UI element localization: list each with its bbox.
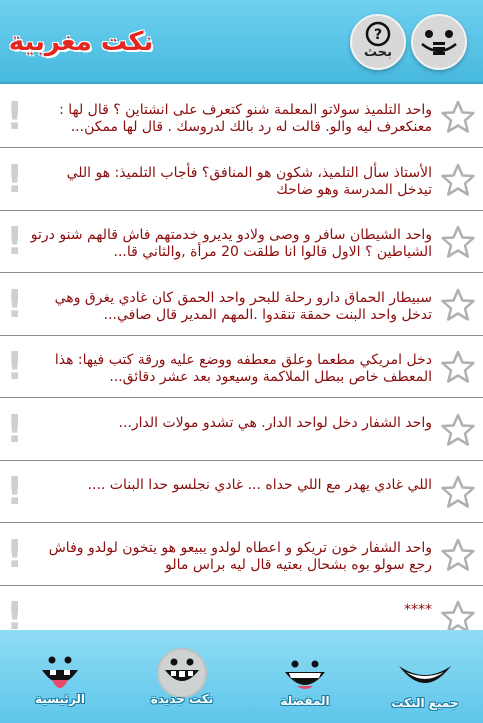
nav-all-jokes[interactable] [370,630,480,723]
favorite-star-icon[interactable] [441,225,475,259]
favorite-star-icon[interactable] [441,100,475,134]
exclamation-icon: ! [6,281,24,326]
joke-text: اللي غادي يهدر مع اللي حداه ... غادي نجلسو حدا البنات .... [87,477,432,493]
favorite-star-icon[interactable] [441,413,475,447]
nav-all-jokes-label: جميع النكت [391,696,459,710]
app-logo [6,22,156,62]
joke-text: **** [404,602,432,618]
favorite-star-icon[interactable] [441,350,475,384]
menu-face-icon [416,22,462,62]
exclamation-icon: ! [6,531,24,576]
jokes-list[interactable] [0,86,483,630]
favorite-star-icon[interactable] [441,538,475,572]
exclamation-icon: ! [6,94,24,138]
joke-row[interactable] [0,149,483,211]
joke-row[interactable] [0,211,483,273]
face-grin-icon [281,658,329,698]
joke-text: واحد الشفار خون تريكو و اعطاه لولدو يبيعو هو يتخون لولدو وفاش رجع سولو بوه بشحال بعتيه قال ليه براس مالو [48,539,432,573]
svg-text:?: ? [373,27,383,43]
exclamation-icon: ! [6,406,24,451]
joke-text: واحد الشفار دخل لواحد الدار. هي تشدو مولات الدار... [118,414,432,431]
joke-text: الأستاذ سأل التلميذ، شكون هو المنافق؟ فأجاب التلميذ: هو اللي تيدخل المدرسة وهو ضاحك [66,164,432,198]
nav-home-label: الرئيسية [35,692,85,706]
exclamation-icon: ! [6,344,24,388]
nav-new-jokes[interactable] [127,630,237,723]
nav-favorites[interactable] [250,630,360,723]
nav-home[interactable] [5,630,115,723]
nav-favorites-label: المفضلة [280,694,330,708]
search-button[interactable] [350,14,406,70]
joke-text: دخل امريكي مطعما وعلق معطفه ووضع عليه ورقة كتب فيها: هذا المعطف خاص ببطل الملاكمة وسيعود بعد عشر دقائق... [54,352,432,385]
joke-row[interactable] [0,86,483,148]
joke-row[interactable] [0,461,483,523]
joke-text: سبيطار الحماق دارو رحلة للبحر واحد الحمق كان غادي يغرق وهي تدخل واحد البنت حمقة تنقدوا .المهم المدير قال صافي... [54,289,432,323]
nav-new-jokes-label: نكت جديدة [150,692,214,706]
menu-button[interactable] [411,14,467,70]
joke-text: واحد التلميذ سولاتو المعلمة شنو كتعرف على انشتاين ؟ قال لها : معنكعرف ليه والو. قالت له رد بالك لدروسك . قال لها ممكن... [59,102,432,135]
face-teeth-icon [162,656,202,690]
bottom-nav [0,630,483,723]
exclamation-icon: ! [6,219,24,263]
exclamation-icon: ! [6,594,24,630]
app-header [0,0,483,84]
logo-text: نكت مغربية [8,27,154,57]
joke-row[interactable] [0,336,483,398]
joke-row[interactable] [0,524,483,586]
search-label: بحث [363,45,392,60]
face-smile-icon [396,660,454,694]
favorite-star-icon[interactable] [441,600,475,630]
joke-text: واحد الشيطان سافر و وصى ولادو يديرو خدمتهم فاش قالهم شنو درتو الشياطين ؟ الاول قالوا انا طلقت 20 مرأة ,والثاني قا... [30,227,432,260]
favorite-star-icon[interactable] [441,288,475,322]
joke-row[interactable] [0,399,483,461]
exclamation-icon: ! [6,469,24,513]
exclamation-icon: ! [6,156,24,201]
joke-row[interactable] [0,586,483,630]
favorite-star-icon[interactable] [441,163,475,197]
favorite-star-icon[interactable] [441,475,475,509]
joke-row[interactable] [0,274,483,336]
